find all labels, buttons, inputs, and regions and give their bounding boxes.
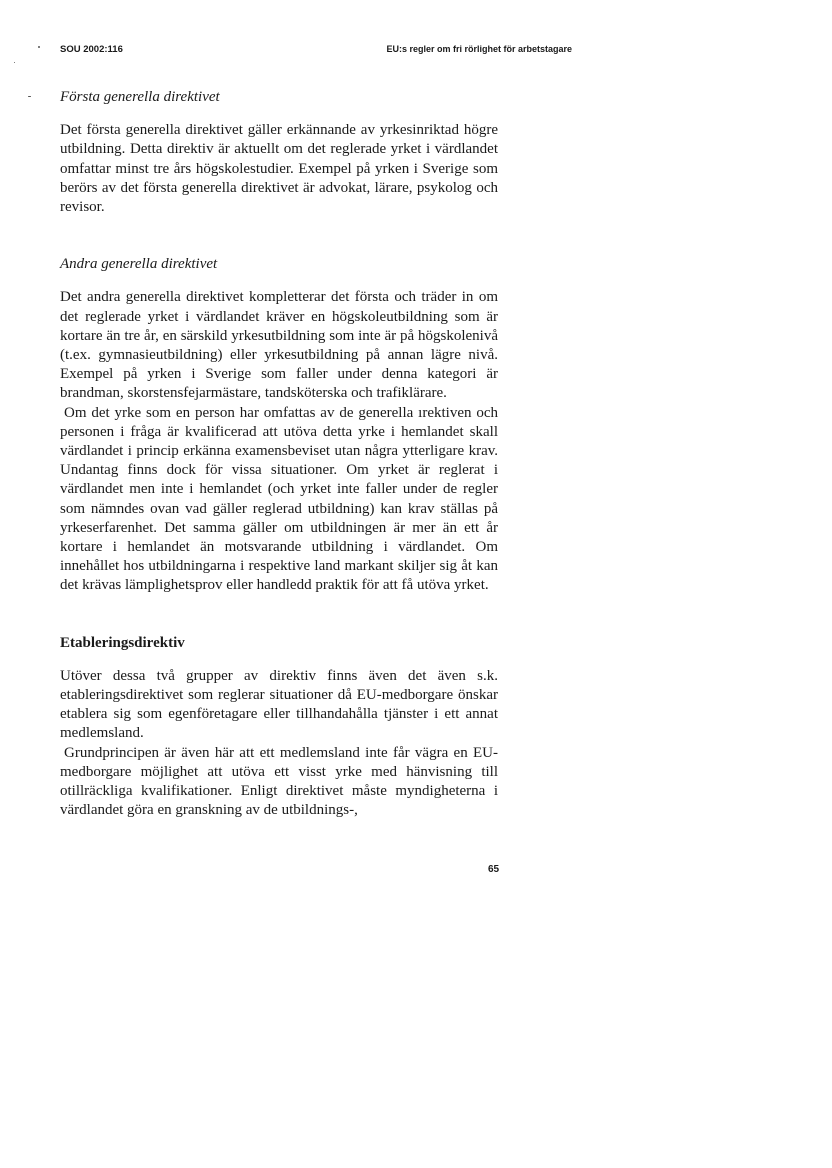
paragraph: Utöver dessa två grupper av direktiv finns även det även s.k. etableringsdirektivet som reglerar situationer då EU-medborgare önskar etablera sig som egenföretagare eller tillhandahålla tjänster i ett annat medlemsland.: [60, 667, 498, 742]
section-second-directive: [60, 255, 498, 595]
paragraph: Grundprincipen är även här att ett medlemsland inte får vägra en EU-medborgare möjlighet att utöva ett visst yrke med hänvisning till otillräckliga kvalifikationer. Enligt direktivet måste myndigheterna i värdlandet göra en granskning av de utbildnings-,: [60, 744, 498, 819]
scan-speck: [28, 96, 31, 97]
section-heading: Etableringsdirektiv: [60, 634, 185, 651]
chapter-title: EU:s regler om fri rörlighet för arbetstagare: [386, 44, 572, 54]
page-number: 65: [488, 864, 500, 875]
report-id: SOU 2002:116: [60, 44, 123, 55]
section-gap: [60, 217, 498, 255]
running-head: [60, 44, 572, 58]
paragraph: Det andra generella direktivet kompletterar det första och träder in om det reglerade yrket i värdlandet kräver en högskoleutbildning som är kortare än tre år, en särskild yrkesutbildning som inte är på högskolenivå (t.ex. gymnasieutbildning) eller yrkesutbildning på annan lägre nivå. Exempel på yrken i Sverige som faller under denna kategori är brandman, skorstensfejarmästare, tandsköterska och trafiklärare.: [60, 289, 498, 402]
section-heading: Första generella direktivet: [60, 89, 220, 105]
body-text-column: [60, 88, 498, 821]
scan-speck: [38, 46, 40, 48]
paragraph: Om det yrke som en person har omfattas av de generella ırektiven och personen i fråga är kvalificerad att utöva detta yrke i hemlandet skall värdlandet i princip erkänna examensbeviset utan några ytterligare krav. Undantag finns dock för vissa situationer. Om yrket är reglerat i värdlandet men inte i hemlandet (och yrket inte faller under de regler som nämndes ovan vad gäller reglerad utbildning) kan krav ställas på yrkeserfarenhet. Det samma gäller om utbildningen är mer än ett år kortare i hemlandet än motsvarande utbildning i värdlandet. Om innehållet hos utbildningarna i respektive land markant skiljer sig åt kan det krävas lämplighetsprov eller handledd praktik för att få utöva yrket.: [60, 404, 498, 594]
section-gap: [60, 596, 498, 634]
section-heading: Andra generella direktivet: [60, 256, 218, 273]
section-establishment-directive: [60, 634, 498, 821]
section-first-directive: [60, 88, 498, 217]
paragraph: Det första generella direktivet gäller erkännande av yrkesinriktad högre utbildning. Detta direktiv är aktuellt om det reglerade yrket i värdlandet omfattar minst tre års högskolestudier. Exempel på yrken i Sverige som berörs av det första generella direktivet är advokat, lärare, psykolog och revisor.: [60, 122, 498, 216]
scan-speck: [14, 62, 15, 63]
